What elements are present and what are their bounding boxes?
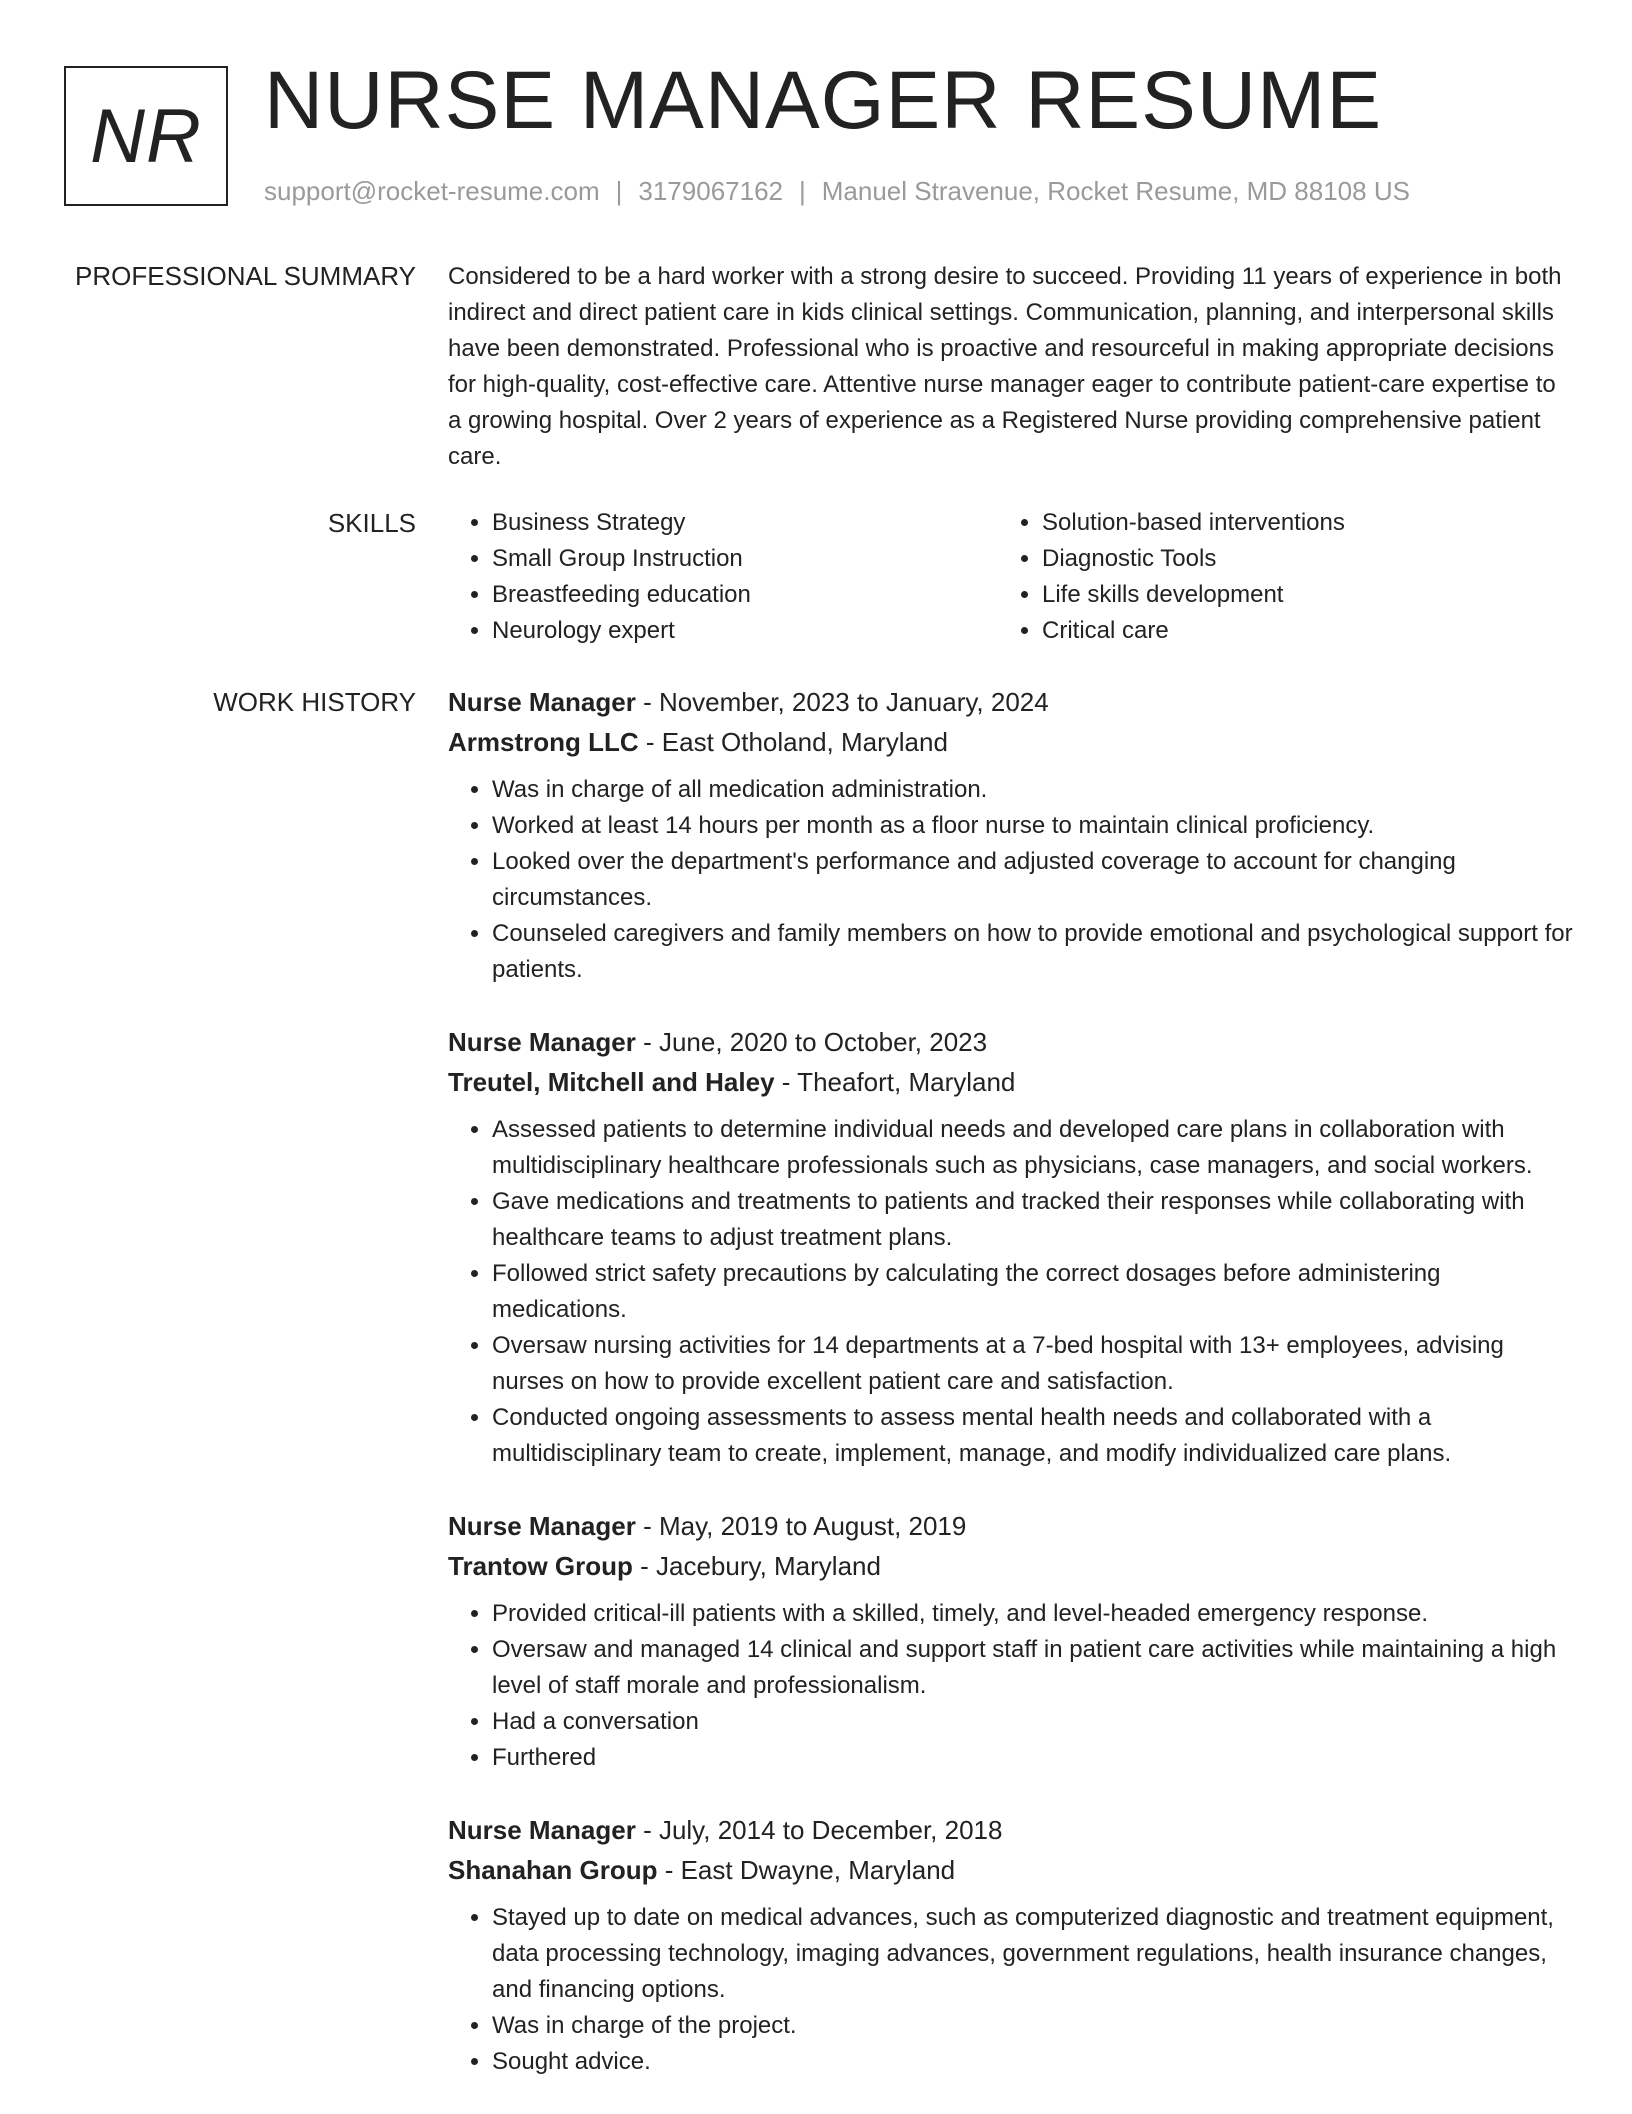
job-title-line xyxy=(448,1022,1574,1062)
job-company-line xyxy=(448,1062,1574,1102)
job-title-line xyxy=(448,682,1574,722)
job-company-line xyxy=(448,1850,1574,1890)
job-company-line xyxy=(448,722,1574,762)
job-bullet: • Gave medications and treatments to patients and tracked their responses while collaborating with healthcare teams to adjust treatment plans. xyxy=(492,1184,1574,1256)
skill-item: • Critical care xyxy=(1042,613,1548,649)
skill-item: • Life skills development xyxy=(1042,577,1548,613)
job-location: - Theafort, Maryland xyxy=(774,1067,1016,1097)
monogram: NR xyxy=(64,66,228,206)
job-bullets xyxy=(448,1596,1574,1776)
job-entry xyxy=(448,682,1574,988)
job-bullets xyxy=(448,1900,1574,2080)
job-bullet: • Furthered xyxy=(492,1740,1574,1776)
job-company: Trantow Group xyxy=(448,1551,633,1581)
summary-heading: PROFESSIONAL SUMMARY xyxy=(75,261,416,291)
skill-item: • Solution-based interventions xyxy=(1042,505,1548,541)
resume-title: NURSE MANAGER RESUME xyxy=(264,55,1383,146)
skills-list-right xyxy=(998,505,1548,649)
job-company-line xyxy=(448,1546,1574,1586)
job-entry xyxy=(448,1506,1574,1776)
job-title-line xyxy=(448,1810,1574,1850)
job-bullet: • Oversaw and managed 14 clinical and support staff in patient care activities while maintaining a high level of staff morale and professionalism. xyxy=(492,1632,1574,1704)
job-bullet: • Looked over the department's performance and adjusted coverage to account for changing circumstances. xyxy=(492,844,1574,916)
job-bullet: • Was in charge of all medication administration. xyxy=(492,772,1574,808)
skill-item: • Business Strategy xyxy=(492,505,998,541)
job-bullet: • Sought advice. xyxy=(492,2044,1574,2080)
skill-item: • Diagnostic Tools xyxy=(1042,541,1548,577)
contact-separator: | xyxy=(799,176,806,206)
summary-section xyxy=(448,259,1574,475)
contact-address: Manuel Stravenue, Rocket Resume, MD 88108 US xyxy=(821,176,1410,206)
job-role: Nurse Manager xyxy=(448,1815,636,1845)
contact-email: support@rocket-resume.com xyxy=(264,176,600,206)
job-bullet: • Had a conversation xyxy=(492,1704,1574,1740)
job-role: Nurse Manager xyxy=(448,687,636,717)
job-bullet: • Conducted ongoing assessments to assess mental health needs and collaborated with a multidisciplinary team to create, implement, manage, and modify individualized care plans. xyxy=(492,1400,1574,1472)
work-history-heading: WORK HISTORY xyxy=(213,687,416,717)
job-bullets xyxy=(448,772,1574,988)
job-bullet: • Provided critical-ill patients with a skilled, timely, and level-headed emergency response. xyxy=(492,1596,1574,1632)
job-bullet: • Stayed up to date on medical advances, such as computerized diagnostic and treatment equipment, data processing technology, imaging advances, government regulations, health insurance changes, and financing options. xyxy=(492,1900,1574,2008)
job-entry xyxy=(448,1022,1574,1472)
skill-item: • Breastfeeding education xyxy=(492,577,998,613)
job-dates: - June, 2020 to October, 2023 xyxy=(635,1027,988,1057)
contact-line xyxy=(264,175,1410,207)
skill-item: • Neurology expert xyxy=(492,613,998,649)
skills-heading: SKILLS xyxy=(327,508,416,538)
job-bullet: • Assessed patients to determine individual needs and developed care plans in collaboration with multidisciplinary healthcare professionals such as physicians, case managers, and social workers. xyxy=(492,1112,1574,1184)
job-bullet: • Followed strict safety precautions by calculating the correct dosages before administering medications. xyxy=(492,1256,1574,1328)
contact-separator: | xyxy=(615,176,623,206)
job-company: Armstrong LLC xyxy=(448,727,639,757)
job-role: Nurse Manager xyxy=(448,1027,636,1057)
job-entry xyxy=(448,1810,1574,2080)
work-history-section xyxy=(448,682,1574,2114)
skill-item: • Small Group Instruction xyxy=(492,541,998,577)
skills-section xyxy=(448,505,1574,649)
job-company: Treutel, Mitchell and Haley xyxy=(448,1067,775,1097)
skills-list-left xyxy=(448,505,998,649)
job-company: Shanahan Group xyxy=(448,1855,658,1885)
job-location: - Jacebury, Maryland xyxy=(632,1551,881,1581)
summary-text: Considered to be a hard worker with a strong desire to succeed. Providing 11 years of experience in both indirect and direct patient care in kids clinical settings. Communication, planning, and interpersonal skills have been demonstrated. Professional who is proactive and resourceful in making appropriate decisions for high-quality, cost-effective care. Attentive nurse manager eager to contribute patient-care expertise to a growing hospital. Over 2 years of experience as a Registered Nurse providing comprehensive patient care. xyxy=(448,263,1562,470)
job-bullet: • Oversaw nursing activities for 14 departments at a 7-bed hospital with 13+ employees, advising nurses on how to provide excellent patient care and satisfaction. xyxy=(492,1328,1574,1400)
job-location: - East Dwayne, Maryland xyxy=(657,1855,956,1885)
job-bullet: • Was in charge of the project. xyxy=(492,2008,1574,2044)
job-title-line xyxy=(448,1506,1574,1546)
job-role: Nurse Manager xyxy=(448,1511,636,1541)
job-bullets xyxy=(448,1112,1574,1472)
job-location: - East Otholand, Maryland xyxy=(638,727,948,757)
job-dates: - July, 2014 to December, 2018 xyxy=(635,1815,1003,1845)
job-bullet: • Counseled caregivers and family members on how to provide emotional and psychological support for patients. xyxy=(492,916,1574,988)
job-dates: - November, 2023 to January, 2024 xyxy=(635,687,1049,717)
job-dates: - May, 2019 to August, 2019 xyxy=(635,1511,967,1541)
contact-phone: 3179067162 xyxy=(638,176,783,206)
job-bullet: • Worked at least 14 hours per month as a floor nurse to maintain clinical proficiency. xyxy=(492,808,1574,844)
